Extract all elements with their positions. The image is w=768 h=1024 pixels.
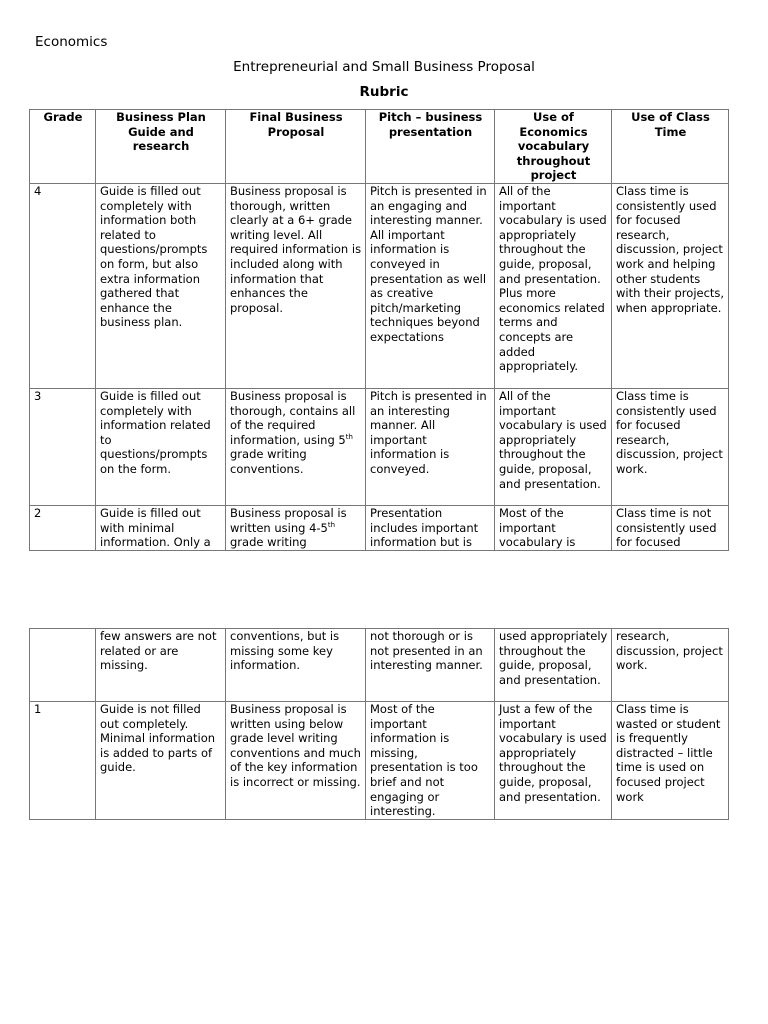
table-row-grade-1 (30, 702, 729, 820)
pitch-cell: not thorough or is not presented in an interesting manner. (366, 629, 495, 702)
table-row-grade-2-continued (30, 629, 729, 702)
business-plan-cell: Guide is not filled out completely. Minimal information is added to parts of guide. (96, 702, 226, 820)
proposal-text-cont: grade writing (230, 535, 307, 550)
proposal-text: Business proposal is thorough, contains all of the required information, using 5 (230, 388, 356, 447)
final-proposal-cell (226, 388, 366, 505)
grade-cell (30, 629, 96, 702)
vocabulary-cell: used appropriately throughout the guide, proposal, and presentation. (495, 629, 612, 702)
final-proposal-cell: Business proposal is written using below grade level writing conventions and much of the key information is incorrect or missing. (226, 702, 366, 820)
header-final-proposal: Final Business Proposal (226, 110, 366, 184)
class-time-cell: Class time is not consistently used for focused (612, 505, 729, 550)
class-time-cell: Class time is wasted or student is frequently distracted – little time is used on focused project work (612, 702, 729, 820)
proposal-text-cont: grade writing conventions. (230, 447, 307, 476)
business-plan-cell: Guide is filled out completely with information related to questions/prompts on the form. (96, 388, 226, 505)
final-proposal-cell: Business proposal is thorough, written clearly at a 6+ grade writing level. All required information is included along with information that enhances the proposal. (226, 183, 366, 388)
final-proposal-cell: conventions, but is missing some key information. (226, 629, 366, 702)
business-plan-cell: Guide is filled out with minimal information. Only a (96, 505, 226, 550)
vocabulary-cell: All of the important vocabulary is used appropriately throughout the guide, proposal, and presentation. Plus more economics related terms and concepts are added appropriately. (495, 183, 612, 388)
header-class-time: Use of Class Time (612, 110, 729, 184)
table-row-grade-3 (30, 388, 729, 505)
header-grade: Grade (30, 110, 96, 184)
table-row-grade-4 (30, 183, 729, 388)
rubric-table-part-2 (29, 628, 729, 820)
vocabulary-cell: All of the important vocabulary is used appropriately throughout the guide, proposal, and presentation. (495, 388, 612, 505)
ordinal-suffix: th (345, 432, 353, 441)
ordinal-suffix: th (327, 520, 336, 529)
grade-cell: 3 (30, 388, 96, 505)
header-row (30, 110, 729, 184)
pitch-cell: Pitch is presented in an engaging and interesting manner. All important information is conveyed in presentation as well as creative pitch/marketing techniques beyond expectations (366, 183, 495, 388)
business-plan-cell: Guide is filled out completely with information both related to questions/prompts on form, but also extra information gathered that enhance the business plan. (96, 183, 226, 388)
class-time-cell: research, discussion, project work. (612, 629, 729, 702)
document-subtitle: Rubric (359, 84, 409, 100)
header-pitch: Pitch – business presentation (366, 110, 495, 184)
vocabulary-cell: Most of the important vocabulary is (495, 505, 612, 550)
business-plan-cell: few answers are not related or are missing. (96, 629, 226, 702)
grade-cell: 1 (30, 702, 96, 820)
rubric-table-part-1 (29, 109, 729, 551)
class-time-cell: Class time is consistently used for focused research, discussion, project work and helping other students with their projects, when appropriate. (612, 183, 729, 388)
header-vocabulary: Use of Economics vocabulary throughout project (495, 110, 612, 184)
pitch-cell: Presentation includes important information but is (366, 505, 495, 550)
grade-cell: 4 (30, 183, 96, 388)
pitch-cell: Most of the important information is missing, presentation is too brief and not engaging or interesting. (366, 702, 495, 820)
class-time-cell: Class time is consistently used for focused research, discussion, project work. (612, 388, 729, 505)
course-subject: Economics (35, 34, 108, 50)
document-title: Entrepreneurial and Small Business Proposal (233, 59, 535, 75)
vocabulary-cell: Just a few of the important vocabulary is used appropriately throughout the guide, proposal, and presentation. (495, 702, 612, 820)
header-business-plan: Business Plan Guide and research (96, 110, 226, 184)
grade-cell: 2 (30, 505, 96, 550)
proposal-text: Business proposal is written using 4-5 (230, 505, 347, 535)
final-proposal-cell (226, 505, 366, 550)
pitch-cell: Pitch is presented in an interesting manner. All important information is conveyed. (366, 388, 495, 505)
table-row-grade-2 (30, 505, 729, 550)
